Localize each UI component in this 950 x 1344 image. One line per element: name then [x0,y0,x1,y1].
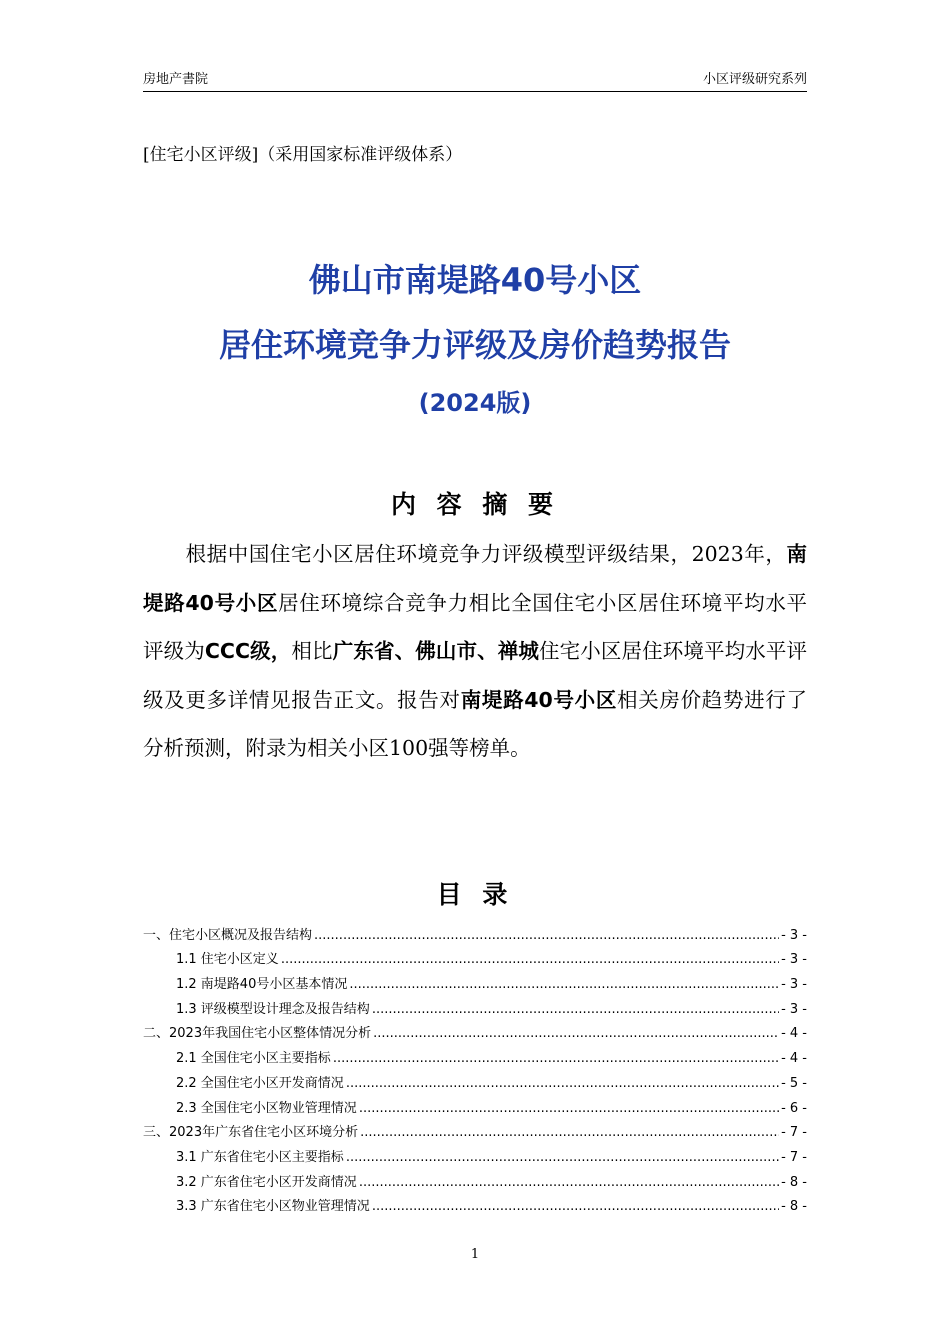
toc-leader-dots [359,1175,779,1190]
toc-entry-page: - 7 - [781,1125,807,1141]
rating-tag: [住宅小区评级]（采用国家标准评级体系） [143,145,463,165]
toc-leader-dots [281,952,779,967]
toc-leader-dots [314,928,779,943]
toc-entry-label: 3.1 广东省住宅小区主要指标 [176,1149,344,1165]
report-edition: (2024版) [418,389,532,417]
toc-leader-dots [373,1026,779,1041]
toc-entry[interactable] [143,943,807,968]
toc-entry-label: 2.2 全国住宅小区开发商情况 [176,1075,344,1091]
abstract-bold-4: 南堤路40号小区 [460,687,618,712]
toc-entry[interactable] [143,918,807,943]
toc-leader-dots [359,1101,779,1116]
toc-entry-page: - 8 - [781,1174,807,1190]
toc-entry-label: 1.2 南堤路40号小区基本情况 [176,977,348,993]
toc-entry[interactable] [143,1041,807,1066]
abstract-bold-2: CCC级， [204,639,292,663]
toc-entry-label: 一、住宅小区概况及报告结构 [143,927,313,943]
header-right-text: 小区评级研究系列 [702,72,807,87]
abstract-text-5: 相关房价趋势进行了分析预测，附录为相关小区100强等榜单。 [143,687,808,760]
toc-heading: 目 录 [436,880,514,909]
toc-entry[interactable] [143,1017,807,1042]
toc-entry[interactable] [143,967,807,992]
toc-entry-label: 二、2023年我国住宅小区整体情况分析 [143,1026,372,1042]
toc-entry-page: - 3 - [781,977,807,993]
report-title-line2: 居住环境竞争力评级及房价趋势报告 [218,326,731,364]
header-left-text: 房地产書院 [143,72,209,87]
abstract-text-1: 根据中国住宅小区居住环境竞争力评级模型评级结果，2023年， [185,542,787,566]
toc-entry-page: - 4 - [781,1026,807,1042]
page-number: 1 [470,1247,480,1262]
header-rule [143,91,807,92]
toc-entry[interactable] [143,992,807,1017]
toc-entry-label: 2.1 全国住宅小区主要指标 [176,1051,331,1067]
abstract-bold-3: 广东省、佛山市、禅城 [332,639,539,663]
toc-entry[interactable] [143,1165,807,1190]
toc-entry-label: 3.2 广东省住宅小区开发商情况 [176,1174,357,1190]
table-of-contents [143,918,807,1214]
toc-entry[interactable] [143,1066,807,1091]
toc-entry-label: 1.3 评级模型设计理念及报告结构 [176,1001,370,1017]
toc-entry[interactable] [143,1116,807,1141]
toc-entry[interactable] [143,1140,807,1165]
toc-leader-dots [372,1199,779,1214]
toc-leader-dots [346,1150,779,1165]
toc-entry-label: 三、2023年广东省住宅小区环境分析 [143,1125,359,1141]
toc-entry-page: - 5 - [781,1075,807,1091]
toc-entry-label: 2.3 全国住宅小区物业管理情况 [176,1100,357,1116]
toc-leader-dots [333,1051,779,1066]
toc-entry-page: - 3 - [781,952,807,968]
abstract-text-2: 居住环境综合竞争力相比全国住宅小区居住环境平均水平评级为 [143,590,807,663]
toc-entry-page: - 4 - [781,1051,807,1067]
abstract-text-3: 相比 [291,639,333,663]
abstract-bold-1: 南堤路40号小区 [143,542,807,615]
abstract-paragraph [143,530,807,773]
abstract-heading: 内 容 摘 要 [390,490,560,519]
toc-entry-label: 1.1 住宅小区定义 [176,952,279,968]
toc-entry[interactable] [143,1091,807,1116]
toc-leader-dots [346,1076,779,1091]
toc-leader-dots [372,1002,779,1017]
toc-entry[interactable] [143,1190,807,1215]
toc-entry-page: - 7 - [781,1149,807,1165]
report-title-line1: 佛山市南堤路40号小区 [308,261,642,299]
toc-entry-label: 3.3 广东省住宅小区物业管理情况 [176,1199,370,1215]
abstract-text-4: 住宅小区居住环境平均水平评级及更多详情见报告正文。报告对 [143,639,808,712]
toc-entry-page: - 3 - [781,927,807,943]
toc-entry-page: - 6 - [781,1100,807,1116]
toc-leader-dots [349,977,779,992]
toc-leader-dots [360,1125,779,1140]
toc-entry-page: - 8 - [781,1199,807,1215]
toc-entry-page: - 3 - [781,1001,807,1017]
